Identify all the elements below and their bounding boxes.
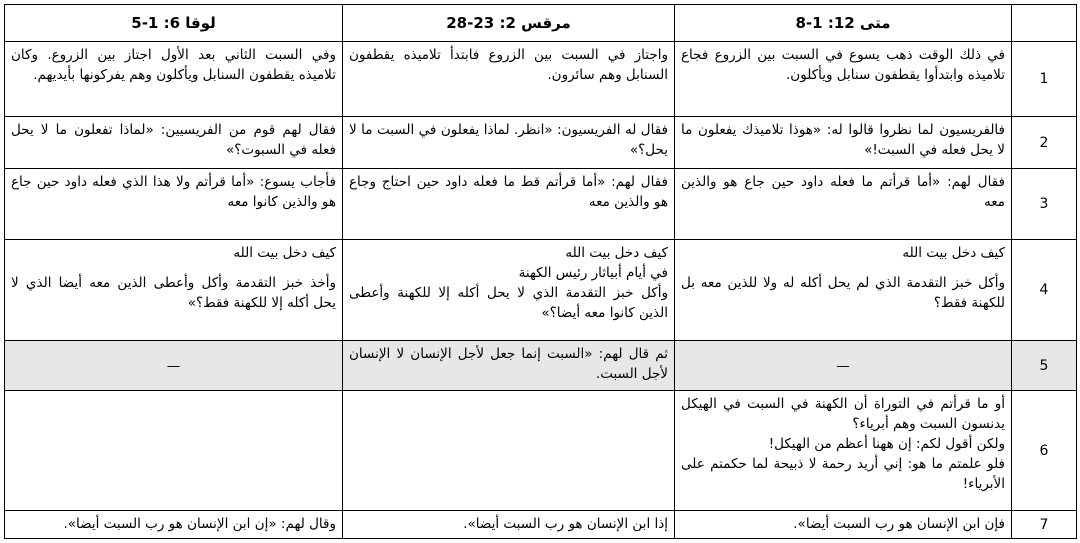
table-row [5,341,1077,391]
gospel-synopsis-table [4,4,1077,539]
cell-line: وأكل خبز التقدمة الذي لا يحل أكله إلا للكهنة وأعطى الذين كانوا معه أيضا؟» [349,285,668,321]
cell-mark: ثم قال لهم: «السبت إنما جعل لأجل الإنسان لا الإنسان لأجل السبت. [343,341,675,391]
cell-line: وأكل خبز التقدمة الذي لم يحل أكله له ولا للذين معه بل للكهنة فقط؟ [681,275,1005,311]
cell-luke [5,391,343,511]
cell-mark: إذا ابن الإنسان هو رب السبت أيضا». [343,511,675,539]
header-mark: مرقس 2: 23-28 [343,5,675,42]
cell-luke: وقال لهم: «إن ابن الإنسان هو رب السبت أيضا». [5,511,343,539]
cell-mark: فقال له الفريسيون: «انظر. لماذا يفعلون في السبت ما لا يحل؟» [343,117,675,169]
table-row [5,117,1077,169]
cell-mark: فقال لهم: «أما قرأتم قط ما فعله داود حين احتاج وجاع هو والذين معه [343,169,675,240]
cell-line: ولكن أقول لكم: إن ههنا أعظم من الهيكل! [768,436,1005,452]
cell-luke: فأجاب يسوع: «أما قرأتم ولا هذا الذي فعله داود حين جاع هو والذين كانوا معه [5,169,343,240]
header-luke: لوقا 6: 1-5 [5,5,343,42]
cell-mark [343,240,675,341]
header-row [5,5,1077,42]
cell-line: فلو علمتم ما هو: إني أريد رحمة لا ذبيحة لما حكمتم على الأبرياء! [681,456,1005,492]
table-row [5,511,1077,539]
cell-matthew: فالفريسيون لما نظروا قالوا له: «هوذا تلاميذك يفعلون ما لا يحل فعله في السبت!» [675,117,1012,169]
cell-matthew [675,391,1012,511]
cell-line: كيف دخل بيت الله [233,245,336,261]
table-row [5,169,1077,240]
cell-line: أو ما قرأتم في التوراة أن الكهنة في السبت في الهيكل يدنسون السبت وهم أبرياء؟ [681,396,1005,432]
cell-luke [5,240,343,341]
header-matthew: متى 12: 1-8 [675,5,1012,42]
table-row [5,240,1077,341]
cell-luke: وفي السبت الثاني بعد الأول اجتاز بين الزروع. وكان تلاميذه يقطفون السنابل ويأكلون وهم يفركونها بأيديهم. [5,42,343,117]
table-row [5,391,1077,511]
cell-matthew: فقال لهم: «أما قرأتم ما فعله داود حين جاع هو والذين معه [675,169,1012,240]
cell-matthew: في ذلك الوقت ذهب يسوع في السبت بين الزروع فجاع تلاميذه وابتدأوا يقطفون سنابل ويأكلون. [675,42,1012,117]
header-number [1012,5,1077,42]
row-number: 2 [1012,117,1077,169]
row-number: 1 [1012,42,1077,117]
row-number: 5 [1012,341,1077,391]
cell-matthew [675,240,1012,341]
row-number: 4 [1012,240,1077,341]
cell-matthew: — [675,341,1012,391]
cell-matthew: فإن ابن الإنسان هو رب السبت أيضا». [675,511,1012,539]
cell-line: كيف دخل بيت الله [902,245,1005,261]
cell-mark: واجتاز في السبت بين الزروع فابتدأ تلاميذه يقطفون السنابل وهم سائرون. [343,42,675,117]
row-number: 7 [1012,511,1077,539]
cell-luke: — [5,341,343,391]
cell-luke: فقال لهم قوم من الفريسيين: «لماذا تفعلون ما لا يحل فعله في السبوت؟» [5,117,343,169]
table-row [5,42,1077,117]
cell-line: كيف دخل بيت الله [565,245,668,261]
row-number: 3 [1012,169,1077,240]
cell-mark [343,391,675,511]
cell-line: وأخذ خبز التقدمة وأكل وأعطى الذين معه أيضا الذي لا يحل أكله إلا للكهنة فقط؟» [11,275,336,311]
row-number: 6 [1012,391,1077,511]
cell-line: في أيام أبياثار رئيس الكهنة [518,265,668,281]
